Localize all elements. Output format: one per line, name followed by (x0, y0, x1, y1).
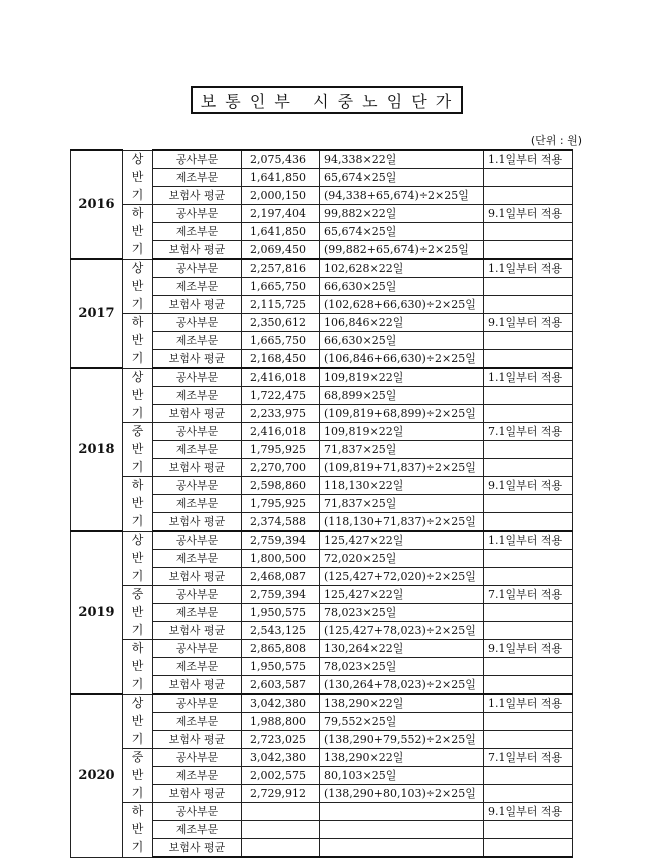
formula-cell: 71,837×25일 (320, 495, 484, 513)
amount-cell (242, 803, 320, 821)
amount-cell: 3,042,380 (242, 749, 320, 767)
table-row (71, 441, 573, 459)
table-row (71, 731, 573, 749)
note-cell (484, 622, 573, 640)
amount-cell: 2,603,587 (242, 676, 320, 695)
period-char-cell: 하 (123, 314, 153, 332)
note-cell: 1.1일부터 적용 (484, 694, 573, 713)
category-cell: 보험사 평균 (153, 513, 242, 532)
table-row (71, 694, 573, 713)
year-cell: 2019 (71, 531, 123, 694)
period-char-cell: 중 (123, 423, 153, 441)
category-cell: 제조부문 (153, 169, 242, 187)
table-row (71, 749, 573, 767)
category-cell: 공사부문 (153, 314, 242, 332)
amount-cell: 2,075,436 (242, 150, 320, 169)
formula-cell: 66,630×25일 (320, 278, 484, 296)
formula-cell: 102,628×22일 (320, 259, 484, 278)
table-row (71, 604, 573, 622)
period-char-cell: 중 (123, 586, 153, 604)
amount-cell: 2,069,450 (242, 241, 320, 260)
note-cell (484, 241, 573, 260)
amount-cell: 1,795,925 (242, 495, 320, 513)
formula-cell: 99,882×22일 (320, 205, 484, 223)
note-cell (484, 713, 573, 731)
table-row (71, 803, 573, 821)
amount-cell (242, 821, 320, 839)
amount-cell: 2,270,700 (242, 459, 320, 477)
table-row (71, 622, 573, 640)
amount-cell: 2,168,450 (242, 350, 320, 369)
note-cell (484, 676, 573, 695)
period-char-cell: 기 (123, 731, 153, 749)
formula-cell: 68,899×25일 (320, 387, 484, 405)
amount-cell: 2,729,912 (242, 785, 320, 803)
category-cell: 제조부문 (153, 495, 242, 513)
period-char-cell: 상 (123, 531, 153, 550)
year-cell: 2017 (71, 259, 123, 368)
formula-cell: (99,882+65,674)÷2×25일 (320, 241, 484, 260)
period-char-cell: 상 (123, 150, 153, 169)
unit-label: (단위 : 원) (530, 134, 582, 147)
note-cell (484, 459, 573, 477)
category-cell: 공사부문 (153, 694, 242, 713)
note-cell: 1.1일부터 적용 (484, 150, 573, 169)
amount-cell: 2,350,612 (242, 314, 320, 332)
table-row (71, 332, 573, 350)
note-cell (484, 278, 573, 296)
table-row (71, 531, 573, 550)
formula-cell (320, 803, 484, 821)
wage-rate-table (70, 149, 573, 858)
period-char-cell: 기 (123, 676, 153, 695)
period-char-cell: 반 (123, 495, 153, 513)
formula-cell: (125,427+78,023)÷2×25일 (320, 622, 484, 640)
table-row (71, 368, 573, 387)
formula-cell: (130,264+78,023)÷2×25일 (320, 676, 484, 695)
period-char-cell: 상 (123, 259, 153, 278)
amount-cell: 1,641,850 (242, 169, 320, 187)
note-cell (484, 658, 573, 676)
period-char-cell: 반 (123, 658, 153, 676)
period-char-cell: 기 (123, 622, 153, 640)
table-row (71, 296, 573, 314)
category-cell: 보험사 평균 (153, 241, 242, 260)
category-cell: 보험사 평균 (153, 731, 242, 749)
note-cell (484, 821, 573, 839)
formula-cell: 79,552×25일 (320, 713, 484, 731)
note-cell: 1.1일부터 적용 (484, 531, 573, 550)
period-char-cell: 하 (123, 803, 153, 821)
period-char-cell: 하 (123, 205, 153, 223)
amount-cell: 2,416,018 (242, 368, 320, 387)
category-cell: 공사부문 (153, 531, 242, 550)
category-cell: 보험사 평균 (153, 839, 242, 858)
formula-cell: (109,819+68,899)÷2×25일 (320, 405, 484, 423)
note-cell: 9.1일부터 적용 (484, 640, 573, 658)
amount-cell: 1,641,850 (242, 223, 320, 241)
note-cell (484, 223, 573, 241)
category-cell: 보험사 평균 (153, 622, 242, 640)
note-cell (484, 405, 573, 423)
table-row (71, 658, 573, 676)
note-cell (484, 568, 573, 586)
period-char-cell: 기 (123, 296, 153, 314)
table-row (71, 387, 573, 405)
note-cell: 9.1일부터 적용 (484, 803, 573, 821)
period-char-cell: 기 (123, 459, 153, 477)
formula-cell: 106,846×22일 (320, 314, 484, 332)
category-cell: 공사부문 (153, 586, 242, 604)
table-row (71, 767, 573, 785)
note-cell (484, 767, 573, 785)
table-row (71, 640, 573, 658)
amount-cell: 2,759,394 (242, 531, 320, 550)
formula-cell: 125,427×22일 (320, 531, 484, 550)
table-row (71, 205, 573, 223)
note-cell (484, 350, 573, 369)
formula-cell: 138,290×22일 (320, 694, 484, 713)
formula-cell: (109,819+71,837)÷2×25일 (320, 459, 484, 477)
category-cell: 보험사 평균 (153, 350, 242, 369)
category-cell: 제조부문 (153, 821, 242, 839)
amount-cell (242, 839, 320, 858)
amount-cell: 2,002,575 (242, 767, 320, 785)
note-cell (484, 731, 573, 749)
category-cell: 제조부문 (153, 278, 242, 296)
formula-cell: 66,630×25일 (320, 332, 484, 350)
formula-cell: 78,023×25일 (320, 658, 484, 676)
table-row (71, 568, 573, 586)
period-char-cell: 중 (123, 749, 153, 767)
year-cell: 2020 (71, 694, 123, 857)
table-row (71, 513, 573, 532)
formula-cell: 94,338×22일 (320, 150, 484, 169)
category-cell: 제조부문 (153, 387, 242, 405)
amount-cell: 1,800,500 (242, 550, 320, 568)
period-char-cell: 반 (123, 713, 153, 731)
formula-cell (320, 839, 484, 858)
note-cell: 9.1일부터 적용 (484, 314, 573, 332)
amount-cell: 1,665,750 (242, 332, 320, 350)
amount-cell: 1,950,575 (242, 658, 320, 676)
category-cell: 제조부문 (153, 713, 242, 731)
note-cell (484, 839, 573, 858)
note-cell (484, 513, 573, 532)
category-cell: 공사부문 (153, 259, 242, 278)
amount-cell: 2,115,725 (242, 296, 320, 314)
table-row (71, 713, 573, 731)
category-cell: 공사부문 (153, 423, 242, 441)
amount-cell: 2,543,125 (242, 622, 320, 640)
category-cell: 공사부문 (153, 749, 242, 767)
table-row (71, 314, 573, 332)
amount-cell: 2,468,087 (242, 568, 320, 586)
formula-cell: (102,628+66,630)÷2×25일 (320, 296, 484, 314)
table-row (71, 169, 573, 187)
category-cell: 보험사 평균 (153, 568, 242, 586)
amount-cell: 2,257,816 (242, 259, 320, 278)
period-char-cell: 반 (123, 223, 153, 241)
note-cell (484, 387, 573, 405)
formula-cell: 125,427×22일 (320, 586, 484, 604)
table-row (71, 423, 573, 441)
amount-cell: 2,759,394 (242, 586, 320, 604)
category-cell: 보험사 평균 (153, 405, 242, 423)
period-char-cell: 반 (123, 550, 153, 568)
document-title: 보 통 인 부 시 중 노 임 단 가 (191, 86, 463, 114)
period-char-cell: 기 (123, 187, 153, 205)
note-cell (484, 550, 573, 568)
category-cell: 보험사 평균 (153, 459, 242, 477)
category-cell: 제조부문 (153, 658, 242, 676)
category-cell: 제조부문 (153, 767, 242, 785)
category-cell: 공사부문 (153, 205, 242, 223)
category-cell: 공사부문 (153, 477, 242, 495)
amount-cell: 2,416,018 (242, 423, 320, 441)
formula-cell: 71,837×25일 (320, 441, 484, 459)
wage-rate-table-body (71, 150, 573, 857)
category-cell: 공사부문 (153, 803, 242, 821)
period-char-cell: 반 (123, 441, 153, 459)
amount-cell: 2,000,150 (242, 187, 320, 205)
category-cell: 보험사 평균 (153, 187, 242, 205)
formula-cell: 65,674×25일 (320, 223, 484, 241)
amount-cell: 2,598,860 (242, 477, 320, 495)
amount-cell: 1,722,475 (242, 387, 320, 405)
table-row (71, 459, 573, 477)
table-row (71, 676, 573, 695)
period-char-cell: 반 (123, 767, 153, 785)
year-cell: 2016 (71, 150, 123, 259)
table-row (71, 821, 573, 839)
period-char-cell: 기 (123, 350, 153, 369)
period-char-cell: 반 (123, 332, 153, 350)
formula-cell: 109,819×22일 (320, 368, 484, 387)
period-char-cell: 기 (123, 513, 153, 532)
period-char-cell: 반 (123, 278, 153, 296)
category-cell: 제조부문 (153, 332, 242, 350)
formula-cell: (138,290+79,552)÷2×25일 (320, 731, 484, 749)
table-row (71, 259, 573, 278)
note-cell (484, 332, 573, 350)
table-row (71, 586, 573, 604)
note-cell: 9.1일부터 적용 (484, 205, 573, 223)
category-cell: 제조부문 (153, 223, 242, 241)
formula-cell: 65,674×25일 (320, 169, 484, 187)
formula-cell: (94,338+65,674)÷2×25일 (320, 187, 484, 205)
note-cell: 1.1일부터 적용 (484, 259, 573, 278)
period-char-cell: 하 (123, 640, 153, 658)
amount-cell: 2,374,588 (242, 513, 320, 532)
amount-cell: 3,042,380 (242, 694, 320, 713)
note-cell (484, 441, 573, 459)
formula-cell: 109,819×22일 (320, 423, 484, 441)
note-cell: 7.1일부터 적용 (484, 586, 573, 604)
period-char-cell: 반 (123, 169, 153, 187)
period-char-cell: 기 (123, 405, 153, 423)
table-row (71, 405, 573, 423)
period-char-cell: 반 (123, 821, 153, 839)
note-cell: 1.1일부터 적용 (484, 368, 573, 387)
amount-cell: 2,233,975 (242, 405, 320, 423)
formula-cell: (138,290+80,103)÷2×25일 (320, 785, 484, 803)
category-cell: 제조부문 (153, 604, 242, 622)
table-row (71, 241, 573, 260)
note-cell: 9.1일부터 적용 (484, 477, 573, 495)
amount-cell: 1,665,750 (242, 278, 320, 296)
period-char-cell: 상 (123, 694, 153, 713)
table-row (71, 278, 573, 296)
formula-cell: 118,130×22일 (320, 477, 484, 495)
table-row (71, 187, 573, 205)
period-char-cell: 반 (123, 387, 153, 405)
note-cell (484, 785, 573, 803)
period-char-cell: 하 (123, 477, 153, 495)
category-cell: 공사부문 (153, 368, 242, 387)
formula-cell: 78,023×25일 (320, 604, 484, 622)
category-cell: 제조부문 (153, 550, 242, 568)
formula-cell: 138,290×22일 (320, 749, 484, 767)
note-cell (484, 169, 573, 187)
period-char-cell: 상 (123, 368, 153, 387)
table-row (71, 839, 573, 858)
table-row (71, 495, 573, 513)
category-cell: 제조부문 (153, 441, 242, 459)
amount-cell: 2,865,808 (242, 640, 320, 658)
table-row (71, 550, 573, 568)
formula-cell: (118,130+71,837)÷2×25일 (320, 513, 484, 532)
amount-cell: 2,723,025 (242, 731, 320, 749)
year-cell: 2018 (71, 368, 123, 531)
category-cell: 공사부문 (153, 640, 242, 658)
formula-cell: 72,020×25일 (320, 550, 484, 568)
formula-cell: (106,846+66,630)÷2×25일 (320, 350, 484, 369)
formula-cell: 130,264×22일 (320, 640, 484, 658)
category-cell: 보험사 평균 (153, 296, 242, 314)
category-cell: 공사부문 (153, 150, 242, 169)
note-cell (484, 495, 573, 513)
note-cell: 7.1일부터 적용 (484, 749, 573, 767)
period-char-cell: 기 (123, 785, 153, 803)
table-row (71, 350, 573, 369)
note-cell (484, 187, 573, 205)
period-char-cell: 기 (123, 241, 153, 260)
amount-cell: 1,795,925 (242, 441, 320, 459)
period-char-cell: 기 (123, 568, 153, 586)
formula-cell (320, 821, 484, 839)
formula-cell: (125,427+72,020)÷2×25일 (320, 568, 484, 586)
amount-cell: 2,197,404 (242, 205, 320, 223)
table-row (71, 150, 573, 169)
note-cell (484, 296, 573, 314)
table-row (71, 223, 573, 241)
table-row (71, 477, 573, 495)
amount-cell: 1,950,575 (242, 604, 320, 622)
note-cell (484, 604, 573, 622)
note-cell: 7.1일부터 적용 (484, 423, 573, 441)
category-cell: 보험사 평균 (153, 676, 242, 695)
table-row (71, 785, 573, 803)
category-cell: 보험사 평균 (153, 785, 242, 803)
formula-cell: 80,103×25일 (320, 767, 484, 785)
period-char-cell: 반 (123, 604, 153, 622)
amount-cell: 1,988,800 (242, 713, 320, 731)
period-char-cell: 기 (123, 839, 153, 858)
